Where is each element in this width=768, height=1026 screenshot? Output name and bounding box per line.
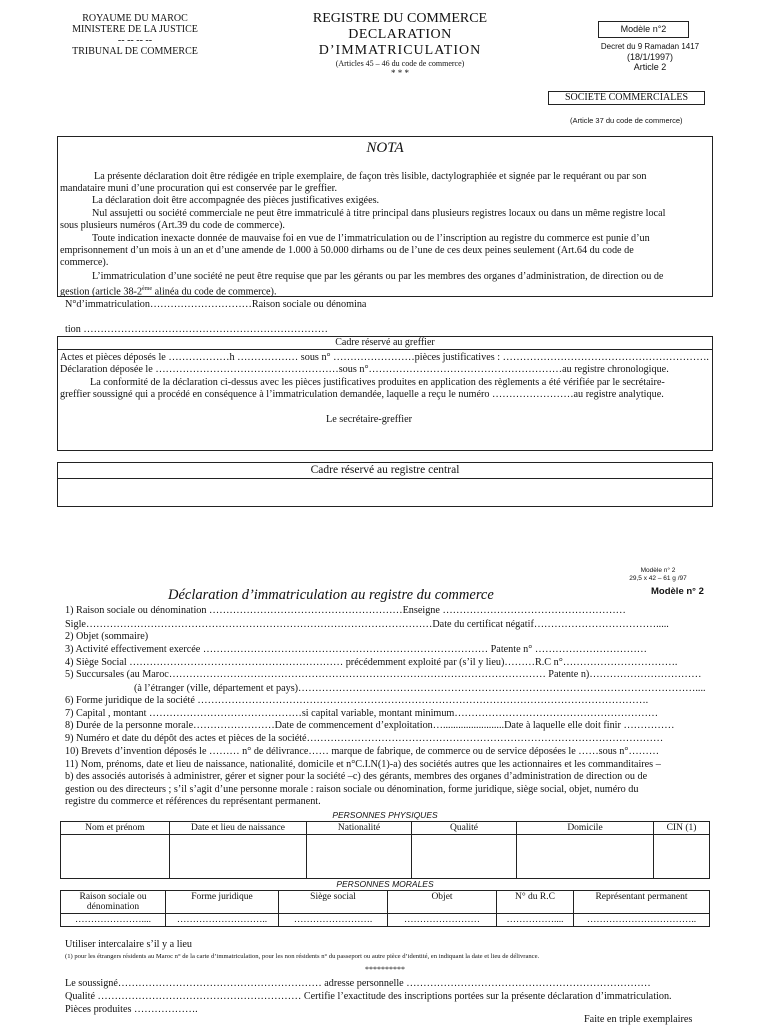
morales-cell-raison[interactable]: …………………....	[61, 914, 166, 927]
table-cell[interactable]	[654, 835, 710, 879]
decret-block	[590, 42, 710, 72]
greffier-signature: Le secrétaire-greffier	[326, 414, 413, 425]
central-box[interactable]	[57, 478, 713, 507]
field-raison-sociale[interactable]: 1) Raison sociale ou dénomination …………………………………………………Enseigne ………………………………………………	[65, 605, 626, 616]
morales-col-rc: N° du R.C	[497, 891, 574, 914]
articles-ref: (Articles 45 – 46 du code de commerce)	[335, 59, 465, 68]
separator-dashes: -- -- -- --	[117, 35, 153, 46]
nota-p1a: La présente déclaration doit être rédigée en triple exemplaire, de façon très lisible, dactylographiée et signée par le requérant ou par son	[94, 171, 647, 182]
field-forme-juridique[interactable]: 6) Forme juridique de la société …………………………………………………………………………………………………………………….	[65, 695, 649, 706]
page2-modele-small: Modèle n° 2	[640, 567, 676, 574]
footer-stars: **********	[365, 965, 405, 974]
morales-row[interactable]	[61, 914, 710, 927]
morales-cell-representant[interactable]: ……………………………..	[574, 914, 710, 927]
article37-ref: (Article 37 du code de commerce)	[570, 116, 683, 125]
morales-table	[60, 890, 710, 927]
item11-l3: gestion ou des directeurs ; s’il s’agit d’une personne morale : raison sociale ou dénomination, forme juridique, siège social, objet, numéro du	[65, 784, 639, 795]
soussigne-line[interactable]: Le soussigné…………………………………………………… adresse personnelle ………………………………………………………………	[65, 978, 651, 989]
nota-p4a: Toute indication inexacte donnée de mauvaise foi en vue de l’immatriculation ou de l’inscription au registre du commerce est punie d’un	[92, 233, 650, 244]
morales-cell-rc[interactable]: ……………....	[497, 914, 574, 927]
morales-header-row	[61, 891, 710, 914]
item11-l1: 11) Nom, prénoms, date et lieu de naissance, nationalité, domicile et n°C.I.N(1)-a) des sociétés autres que les actionnaires et les commanditaires –	[65, 759, 661, 770]
nota-p2: La déclaration doit être accompagnée des pièces justificatives exigées.	[92, 195, 380, 206]
morales-cell-forme[interactable]: ………………………..	[166, 914, 279, 927]
nota-box	[57, 136, 713, 297]
nota-p1b: mandataire muni d’une procuration qui est conservée par le greffier.	[60, 183, 338, 194]
immatriculation-line-1[interactable]: N°d’immatriculation…………………………Raison sociale ou dénomina	[65, 299, 367, 310]
nota-p4b: emprisonnement d’un mois à un an et d’une amende de 1.000 à 50.000 dirhams ou de l’une de ces deux peines seulement (Art.64 du code de	[60, 245, 634, 256]
nota-p4c: commerce).	[60, 257, 109, 268]
intercalaire-note: Utiliser intercalaire s’il y a lieu	[65, 939, 193, 950]
triple-note: Faite en triple exemplaires	[584, 1014, 693, 1025]
item11-l2: b) des associés autorisés à administrer, gérer et signer pour la société –c) des gérants, membres des organes d’administration de direction ou de	[65, 771, 648, 782]
physiques-header-row	[61, 822, 710, 835]
registry-title: REGISTRE DU COMMERCE	[312, 11, 488, 26]
page2-format: 29,5 x 42 – 61 g /97	[629, 575, 687, 582]
morales-cell-objet[interactable]: ……………………	[388, 914, 497, 927]
physiques-col-nom: Nom et prénom	[61, 822, 170, 835]
footnote-1b: , en indiquant la date et lieu de délivrance.	[427, 953, 540, 960]
physiques-table	[60, 821, 710, 879]
modele-badge: Modèle n°2	[598, 21, 689, 38]
item11-l4: registre du commerce et références du représentant permanent.	[65, 796, 321, 807]
tribunal-label: TRIBUNAL DE COMMERCE	[72, 46, 198, 57]
table-cell[interactable]	[170, 835, 307, 879]
greffier-title: Cadre réservé au greffier	[57, 336, 713, 350]
header-center	[300, 11, 500, 78]
physiques-col-naissance: Date et lieu de naissance	[170, 822, 307, 835]
field-brevets[interactable]: 10) Brevets d’invention déposés le ……… n° de délivrance…… marque de fabrique, de commerce ou de service déposées le ……sous n°………	[65, 746, 660, 757]
field-activite[interactable]: 3) Activité effectivement exercée ………………………………………………………………………… Patente n° ……………………………	[65, 644, 647, 655]
table-cell[interactable]	[517, 835, 654, 879]
field-capital[interactable]: 7) Capital , montant ………………………………………si capital variable, montant minimum……………………………………………………	[65, 708, 659, 719]
declaration-title: DECLARATION	[348, 27, 452, 42]
table-cell[interactable]	[307, 835, 412, 879]
page2-modele-bold: Modèle n° 2	[651, 586, 704, 597]
nota-p3b: sous plusieurs numéros (Art.39 du code de commerce).	[60, 220, 285, 231]
field-sigle[interactable]: Sigle…………………………………………………………………………………………Date du certificat négatif……………………………….....	[65, 619, 669, 630]
morales-col-objet: Objet	[388, 891, 497, 914]
greffier-numero-line[interactable]: greffier soussigné qui a procédé en conséquence à l’immatriculation demandée, laquelle a reçu le numéro ……………………au registre analytique.	[60, 389, 664, 400]
nota-p3a: Nul assujetti ou société commerciale ne peut être immatriculé à titre principal dans plusieurs registres locaux ou dans un même registre local	[92, 208, 666, 219]
page2-meta	[608, 567, 708, 583]
table-cell[interactable]	[61, 835, 170, 879]
field-duree[interactable]: 8) Durée de la personne morale……………………Date de commencement d’exploitation…........................Date à laquelle elle doit finir ……………	[65, 720, 675, 731]
central-title: Cadre réservé au registre central	[57, 462, 713, 479]
decret-article: Article 2	[633, 62, 667, 72]
societe-badge: SOCIETE COMMERCIALES	[548, 91, 705, 105]
qualite-line[interactable]: Qualité …………………………………………………… Certifie l’exactitude des inscriptions portées sur la présente déclaration d’immatriculation.	[65, 991, 672, 1002]
nota-p5a: L’immatriculation d’une société ne peut être requise que par les gérants ou par les membres des organes d’administration, de direction ou de	[92, 271, 664, 282]
physiques-title: PERSONNES PHYSIQUES	[332, 810, 438, 820]
header-left	[50, 13, 220, 57]
ministry-label: MINISTERE DE LA JUSTICE	[72, 24, 198, 35]
greffier-actes-line[interactable]: Actes et pièces déposés le ………………h ……………… sous n° ……………………pièces justificatives : …………………………………………………….	[60, 352, 709, 363]
physiques-col-qualite: Qualité	[412, 822, 517, 835]
physiques-empty-row[interactable]	[61, 835, 710, 879]
physiques-col-domicile: Domicile	[517, 822, 654, 835]
page2-title: Déclaration d’immatriculation au registre du commerce	[168, 587, 494, 603]
nota-title: NOTA	[366, 140, 404, 156]
field-succursales[interactable]: 5) Succursales (au Maroc………………………………………………………………………………………………… Patente n)……………………………	[65, 669, 702, 680]
nota-p5c: alinéa du code de commerce).	[152, 286, 277, 298]
pieces-line[interactable]: Pièces produites ……………….	[65, 1004, 198, 1015]
kingdom-label: ROYAUME DU MAROC	[82, 13, 188, 24]
stars-divider: * * *	[391, 68, 409, 78]
morales-col-raison: Raison sociale ou dénomination	[61, 891, 166, 914]
field-etranger[interactable]: (à l’étranger (ville, département et pays)………………………………………………………………………………………………………....	[134, 683, 706, 694]
footnote-1	[65, 951, 539, 963]
morales-col-siege: Siège social	[279, 891, 388, 914]
physiques-col-nationalite: Nationalité	[307, 822, 412, 835]
decret-date: (18/1/1997)	[626, 52, 674, 62]
nota-p5b: gestion (article 38-2	[60, 286, 143, 298]
field-siege[interactable]: 4) Siège Social ……………………………………………………… précédemment exploité par (s’il y lieu)………R.C n°…………………………….	[65, 657, 678, 668]
greffier-declaration-line[interactable]: Déclaration déposée le ………………………………………………sous n°…………………………………………………au registre chronologique.	[60, 364, 669, 375]
morales-col-representant: Représentant permanent	[574, 891, 710, 914]
immatriculation-title: D’IMMATRICULATION	[318, 43, 482, 58]
field-objet[interactable]: 2) Objet (sommaire)	[65, 631, 149, 642]
physiques-col-cin: CIN (1)	[654, 822, 710, 835]
greffier-box	[57, 349, 713, 451]
morales-title: PERSONNES MORALES	[336, 879, 434, 889]
immatriculation-line-2[interactable]: tion ………………………………………………………………	[65, 324, 328, 335]
table-cell[interactable]	[412, 835, 517, 879]
decret-label: Decret du 9 Ramadan 1417	[600, 42, 700, 51]
nota-p5-superscript: ème	[142, 286, 153, 292]
footnote-1a: (1) pour les étrangers résidents au Maroc n° de la carte d’immatriculation, pour les non résidents n° du passeport ou autre pièce d’identité	[65, 953, 428, 960]
field-depot[interactable]: 9) Numéro et date du dépôt des actes et pièces de la société……………………………………………………………………………………………	[65, 733, 664, 744]
morales-cell-siege[interactable]: …………………….	[279, 914, 388, 927]
greffier-conformite-line: La conformité de la déclaration ci-dessus avec les pièces justificatives produites en application des règlements a été vérifiée par le secrétaire-	[90, 377, 665, 388]
nota-p5	[60, 283, 277, 298]
morales-col-forme: Forme juridique	[166, 891, 279, 914]
